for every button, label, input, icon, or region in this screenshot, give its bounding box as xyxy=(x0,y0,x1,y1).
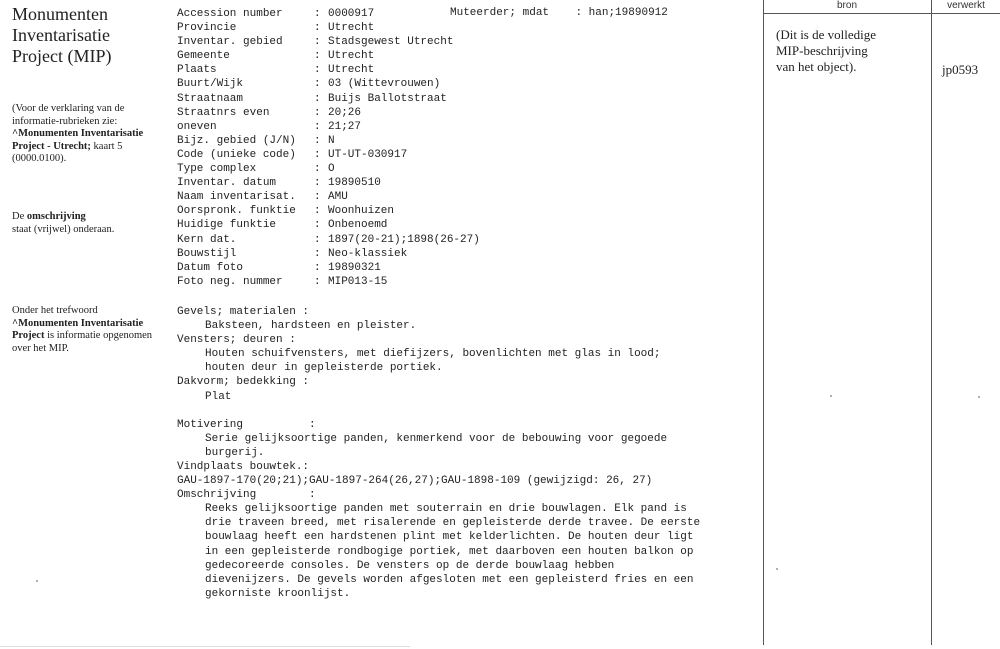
field-label: Inventar. gebied xyxy=(177,36,283,49)
field-row xyxy=(177,261,480,275)
field-sep: : xyxy=(314,191,321,204)
field-label: Straatnrs even xyxy=(177,106,270,119)
field-label: Gemeente xyxy=(177,50,230,63)
section-text: Reeks gelijksoortige panden met souterrain en drie bouwlagen. Elk pand is drie traveen breed, met risalerende en gepleisterde derde travee. De eerste bouwlaag heeft een hardstenen plint met kelderlichten. De houten deur ligt in een gepleisterde rondbogige portiek, met daarboven een houten balkon op gedecoreerde consoles. De vensters op de derde bouwlaag hebben dievenijzers. De gevels worden afgesloten met een gepleisterd fries en een gekorniste kroonlijst. xyxy=(205,503,701,600)
field-sep: : xyxy=(314,261,321,274)
field-label: Provincie xyxy=(177,22,237,35)
section-label: Dakvorm; bedekking : xyxy=(177,376,310,389)
description-block xyxy=(177,305,752,601)
field-sep: : xyxy=(314,177,321,190)
field-value: MIP013-15 xyxy=(328,275,388,288)
field-row xyxy=(177,21,480,35)
right-panel-border-left xyxy=(763,0,764,645)
field-row xyxy=(177,233,480,247)
note-description xyxy=(12,211,170,236)
field-row xyxy=(177,275,480,289)
field-sep: : xyxy=(314,219,321,232)
field-row xyxy=(177,247,480,261)
field-label: Buurt/Wijk xyxy=(177,78,244,91)
field-sep: : xyxy=(314,120,321,133)
field-value: 20;26 xyxy=(328,106,362,119)
field-sep: : xyxy=(314,106,321,119)
field-value: N xyxy=(328,134,335,147)
field-row xyxy=(177,204,480,218)
field-row xyxy=(177,63,480,77)
section-text: Plat xyxy=(205,390,232,403)
field-value: 19890510 xyxy=(328,177,381,190)
right-panel-column-divider xyxy=(931,0,932,645)
spacer xyxy=(177,404,752,418)
mutator-value: han;19890912 xyxy=(588,7,668,19)
field-label: Type complex xyxy=(177,163,257,176)
note-explanation-pre: (Voor de verklaring van de informatie-rubrieken zie: xyxy=(12,103,125,127)
note-description-bold: omschrijving xyxy=(26,211,86,222)
field-row xyxy=(177,190,480,204)
bron-note-line: MIP-beschrijving xyxy=(776,43,868,58)
field-row xyxy=(177,7,480,21)
bron-header: bron xyxy=(836,0,857,11)
mutator-sep: : xyxy=(575,7,583,19)
field-label: Inventar. datum xyxy=(177,177,277,190)
field-row xyxy=(177,176,480,190)
field-label: Oorspronk. funktie xyxy=(177,205,296,218)
field-sep: : xyxy=(314,148,321,161)
document-title xyxy=(12,4,170,67)
section-motivering xyxy=(177,418,752,460)
field-label: Foto neg. nummer xyxy=(177,275,283,288)
note-explanation-post: kaart 5 (0000.0100). xyxy=(12,140,123,164)
field-value: Neo-klassiek xyxy=(328,247,408,260)
field-value: Stadsgewest Utrecht xyxy=(328,36,454,49)
section-vensters xyxy=(177,333,752,375)
scan-speck xyxy=(978,396,980,398)
field-label: Accession number xyxy=(177,8,283,20)
field-sep: : xyxy=(314,134,321,147)
field-sep: : xyxy=(314,247,321,260)
field-value: Utrecht xyxy=(328,64,375,77)
note-description-post: staat (vrijwel) onderaan. xyxy=(12,223,115,235)
field-label: Bouwstijl xyxy=(177,247,237,260)
field-sep: : xyxy=(314,50,321,63)
field-label: Plaats xyxy=(177,64,217,77)
left-column xyxy=(12,4,170,67)
field-row xyxy=(177,134,480,148)
field-label: Datum foto xyxy=(177,261,244,274)
scan-speck xyxy=(776,568,778,570)
field-label: Huidige funktie xyxy=(177,219,277,232)
mutator-label: Muteerder; mdat xyxy=(450,7,550,19)
field-value: 0000917 xyxy=(328,8,375,20)
verwerkt-header: verwerkt xyxy=(947,0,985,11)
note-keyword-post: is informatie opgenomen over het MIP. xyxy=(12,330,153,354)
field-label: Kern dat. xyxy=(177,233,237,246)
field-row xyxy=(177,77,480,91)
mutator-field xyxy=(450,7,668,19)
verwerkt-value: jp0593 xyxy=(942,62,979,77)
field-value: 19890321 xyxy=(328,261,381,274)
field-row xyxy=(177,120,480,134)
section-label: Vindplaats bouwtek.: xyxy=(177,460,310,473)
field-label: Code (unieke code) xyxy=(177,148,296,161)
field-value: Buijs Ballotstraat xyxy=(328,92,447,105)
field-value: O xyxy=(328,163,335,176)
field-sep: : xyxy=(314,22,321,35)
field-sep: : xyxy=(314,233,321,246)
field-row xyxy=(177,49,480,63)
field-value: 1897(20-21);1898(26-27) xyxy=(328,233,480,246)
field-sep: : xyxy=(314,8,321,20)
field-sep: : xyxy=(314,92,321,105)
field-value: Utrecht xyxy=(328,22,375,35)
field-value: Utrecht xyxy=(328,50,375,63)
scan-speck xyxy=(830,395,832,397)
field-sep: : xyxy=(314,36,321,49)
field-sep: : xyxy=(314,64,321,77)
field-row xyxy=(177,218,480,232)
section-label: Omschrijving : xyxy=(177,489,316,502)
field-label: Naam inventarisat. xyxy=(177,191,296,204)
section-label: Motivering : xyxy=(177,418,316,431)
field-value: 03 (Wittevrouwen) xyxy=(328,78,441,91)
section-label: Gevels; materialen : xyxy=(177,306,310,318)
section-text: GAU-1897-170(20;21);GAU-1897-264(26,27);GAU-1898-109 (gewijzigd: 26, 27) xyxy=(177,475,653,488)
title-line-1: Monumenten xyxy=(12,4,108,24)
field-label: Straatnaam xyxy=(177,92,244,105)
note-explanation-bold: ^Monumenten Inventarisatie Project - Utrecht; xyxy=(12,128,144,152)
field-value: AMU xyxy=(328,191,348,204)
section-label: Vensters; deuren : xyxy=(177,334,296,347)
scan-edge xyxy=(0,646,410,647)
field-row xyxy=(177,162,480,176)
field-row xyxy=(177,106,480,120)
title-line-2: Inventarisatie xyxy=(12,25,110,45)
section-omschrijving xyxy=(177,488,752,601)
field-sep: : xyxy=(314,163,321,176)
note-explanation xyxy=(12,103,170,166)
bron-note-line: van het object). xyxy=(776,59,857,74)
note-description-pre: De xyxy=(12,211,25,222)
bron-note xyxy=(776,27,876,75)
section-vindplaats xyxy=(177,460,752,488)
field-row xyxy=(177,35,480,49)
note-keyword-pre: Onder het trefwoord xyxy=(12,305,98,316)
note-keyword-bold: ^Monumenten Inventarisatie Project xyxy=(12,317,144,341)
section-gevels xyxy=(177,305,752,333)
field-sep: : xyxy=(314,275,321,288)
field-row xyxy=(177,148,480,162)
scan-speck xyxy=(36,580,38,582)
section-text: Baksteen, hardsteen en pleister. xyxy=(205,320,417,333)
field-label: oneven xyxy=(177,120,217,133)
field-value: Woonhuizen xyxy=(328,205,395,218)
title-line-3: Project (MIP) xyxy=(12,46,112,66)
note-keyword xyxy=(12,305,170,355)
right-panel-header-line xyxy=(763,13,1000,14)
section-text: Serie gelijksoortige panden, kenmerkend voor de bebouwing voor gegoede burgerij. xyxy=(205,432,668,459)
field-value: 21;27 xyxy=(328,120,362,133)
field-list xyxy=(177,7,480,289)
field-row xyxy=(177,92,480,106)
field-label: Bijz. gebied (J/N) xyxy=(177,134,296,147)
bron-note-line: (Dit is de volledige xyxy=(776,27,877,42)
field-value: Onbenoemd xyxy=(328,219,388,232)
field-sep: : xyxy=(314,205,321,218)
field-value: UT-UT-030917 xyxy=(328,148,408,161)
section-text: Houten schuifvensters, met diefijzers, bovenlichten met glas in lood; houten deur in gepleisterde portiek. xyxy=(205,348,661,375)
section-dakvorm xyxy=(177,375,752,403)
field-sep: : xyxy=(314,78,321,91)
